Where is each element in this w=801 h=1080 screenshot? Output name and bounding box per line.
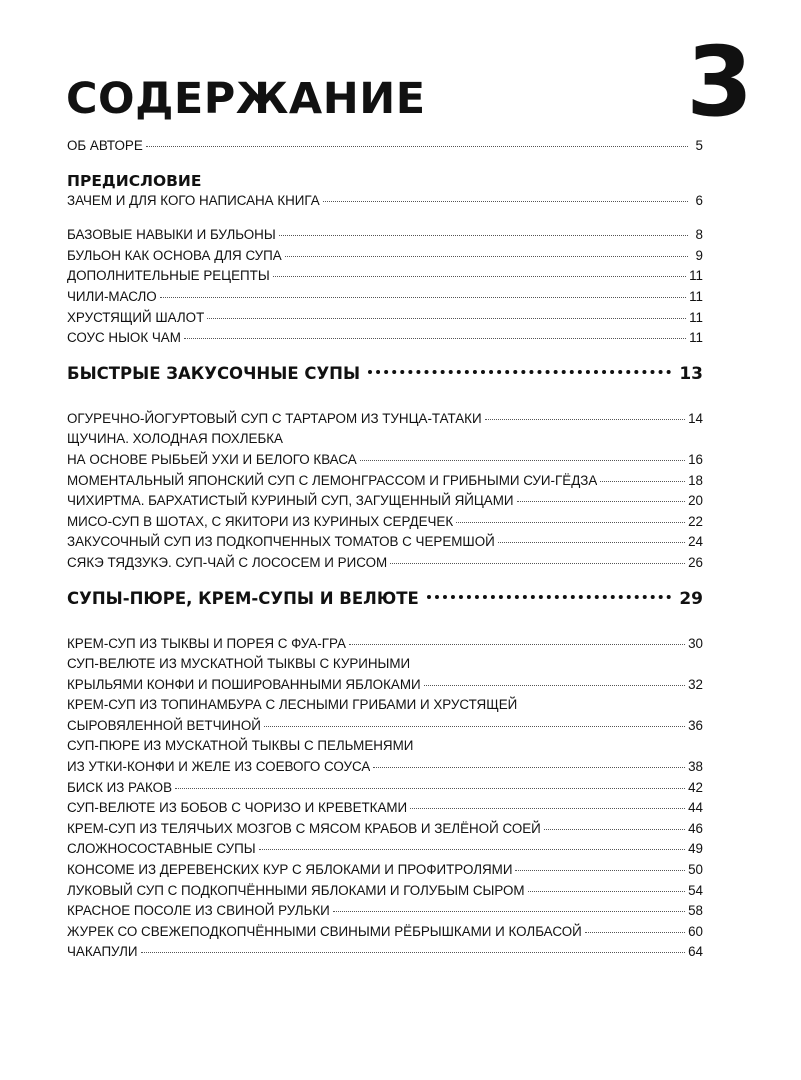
toc-entry-page: 50 — [688, 862, 703, 878]
table-of-contents — [67, 136, 703, 963]
toc-entry[interactable] — [67, 308, 703, 329]
toc-entry[interactable] — [67, 191, 703, 212]
toc-entry-first-line[interactable] — [67, 654, 703, 675]
toc-entry[interactable] — [67, 716, 703, 737]
toc-entry-title: СУП-ВЕЛЮТЕ ИЗ БОБОВ С ЧОРИЗО И КРЕВЕТКАМИ — [67, 800, 408, 816]
spacer — [67, 349, 703, 363]
toc-entry-page: 42 — [688, 779, 703, 795]
toc-entry-title: ЛУКОВЫЙ СУП С ПОДКОПЧЁННЫМИ ЯБЛОКАМИ И ГОЛУБЫМ СЫРОМ — [67, 882, 525, 898]
section-heading-title: СУПЫ-ПЮРЕ, КРЕМ-СУПЫ И ВЕЛЮТЕ — [67, 588, 419, 608]
dot-leader — [373, 767, 685, 768]
toc-entry-title: ЧАКАПУЛИ — [67, 944, 138, 960]
dot-leader — [498, 542, 685, 543]
dot-leader — [207, 318, 686, 319]
toc-entry-first-line[interactable] — [67, 695, 703, 716]
toc-entry-page: 11 — [689, 288, 703, 304]
toc-entry-title: СЛОЖНОСОСТАВНЫЕ СУПЫ — [67, 841, 256, 857]
toc-entry-title: БИСК ИЗ РАКОВ — [67, 779, 172, 795]
toc-entry[interactable] — [67, 450, 703, 471]
toc-group-basics — [67, 225, 703, 349]
toc-entry-page: 6 — [695, 192, 703, 208]
toc-entry[interactable] — [67, 634, 703, 655]
toc-entry[interactable] — [67, 942, 703, 963]
dot-leader — [160, 297, 686, 298]
dot-leader — [544, 829, 685, 830]
toc-entry-page: 64 — [688, 944, 703, 960]
toc-entry-page: 9 — [695, 247, 703, 263]
toc-entry-title: БАЗОВЫЕ НАВЫКИ И БУЛЬОНЫ — [67, 227, 276, 243]
toc-entry-title: НА ОСНОВЕ РЫБЬЕЙ УХИ И БЕЛОГО КВАСА — [67, 451, 357, 467]
dot-leader — [349, 644, 685, 645]
toc-entry-page: 46 — [688, 820, 703, 836]
toc-entry-about[interactable] — [67, 136, 703, 157]
toc-entry-page: 24 — [688, 534, 703, 550]
dot-leader — [259, 849, 686, 850]
toc-entry-page: 60 — [688, 923, 703, 939]
dot-leader — [141, 952, 686, 953]
toc-entry-title: ЧИХИРТМА. БАРХАТИСТЫЙ КУРИНЫЙ СУП, ЗАГУЩЕННЫЙ ЯЙЦАМИ — [67, 493, 514, 509]
toc-entry[interactable] — [67, 798, 703, 819]
dot-leader — [427, 595, 672, 599]
toc-entry[interactable] — [67, 757, 703, 778]
toc-entry-page: 38 — [688, 759, 703, 775]
toc-entry-page: 54 — [688, 882, 703, 898]
toc-entry[interactable] — [67, 553, 703, 574]
dot-leader — [360, 460, 685, 461]
dot-leader — [264, 726, 685, 727]
toc-entry[interactable] — [67, 409, 703, 430]
toc-entry[interactable] — [67, 819, 703, 840]
section-heading-quick-soups[interactable] — [67, 363, 703, 385]
toc-entry-page: 14 — [688, 410, 703, 426]
dot-leader — [323, 201, 688, 202]
toc-entry-title: СУП-ПЮРЕ ИЗ МУСКАТНОЙ ТЫКВЫ С ПЕЛЬМЕНЯМИ — [67, 738, 414, 754]
toc-entry-title: ОБ АВТОРЕ — [67, 138, 143, 153]
toc-entry[interactable] — [67, 881, 703, 902]
spacer — [67, 385, 703, 409]
toc-entry-page: 8 — [695, 227, 703, 243]
toc-entry-title: КРЕМ-СУП ИЗ ТЕЛЯЧЬИХ МОЗГОВ С МЯСОМ КРАБОВ И ЗЕЛЁНОЙ СОЕЙ — [67, 820, 541, 836]
toc-entry-title: ЗАЧЕМ И ДЛЯ КОГО НАПИСАНА КНИГА — [67, 192, 320, 208]
dot-leader — [146, 146, 688, 147]
toc-entry-title: ЗАКУСОЧНЫЙ СУП ИЗ ПОДКОПЧЕННЫХ ТОМАТОВ С ЧЕРЕМШОЙ — [67, 534, 495, 550]
toc-entry[interactable] — [67, 225, 703, 246]
section-heading-preface[interactable]: ПРЕДИСЛОВИЕ — [67, 171, 202, 190]
toc-entry-page: 11 — [689, 309, 703, 325]
toc-entry[interactable] — [67, 328, 703, 349]
toc-entry-title: ЩУЧИНА. ХОЛОДНАЯ ПОХЛЕБКА — [67, 431, 283, 447]
dot-leader — [368, 370, 671, 374]
toc-entry-title: ХРУСТЯЩИЙ ШАЛОТ — [67, 309, 205, 325]
dot-leader — [517, 501, 686, 502]
toc-entry-title: ИЗ УТКИ-КОНФИ И ЖЕЛЕ ИЗ СОЕВОГО СОУСА — [67, 759, 371, 775]
toc-entry-page: 49 — [688, 841, 703, 857]
toc-entry-title: СУП-ВЕЛЮТЕ ИЗ МУСКАТНОЙ ТЫКВЫ С КУРИНЫМИ — [67, 656, 411, 672]
toc-entry[interactable] — [67, 778, 703, 799]
toc-group-quick-soups — [67, 409, 703, 574]
toc-entry[interactable] — [67, 246, 703, 267]
toc-entry-page: 5 — [695, 138, 703, 153]
dot-leader — [279, 235, 688, 236]
dot-leader — [184, 338, 686, 339]
toc-entry[interactable] — [67, 532, 703, 553]
toc-entry-page: 16 — [688, 451, 703, 467]
toc-entry-title: ЖУРЕК СО СВЕЖЕПОДКОПЧЁННЫМИ СВИНЫМИ РЁБРЫШКАМИ И КОЛБАСОЙ — [67, 923, 582, 939]
toc-entry[interactable] — [67, 491, 703, 512]
spacer — [67, 610, 703, 634]
dot-leader — [515, 870, 685, 871]
toc-entry-page: 32 — [688, 676, 703, 692]
dot-leader — [600, 481, 685, 482]
toc-entry-page: 26 — [688, 554, 703, 570]
toc-entry[interactable] — [67, 675, 703, 696]
toc-entry-page: 44 — [688, 800, 703, 816]
toc-entry-page: 11 — [689, 268, 703, 284]
toc-entry-page: 36 — [688, 717, 703, 733]
dot-leader — [285, 256, 688, 257]
dot-leader — [585, 932, 685, 933]
toc-entry-title: КРЕМ-СУП ИЗ ТЫКВЫ И ПОРЕЯ С ФУА-ГРА — [67, 635, 346, 651]
toc-entry-page: 58 — [688, 903, 703, 919]
section-heading-title: БЫСТРЫЕ ЗАКУСОЧНЫЕ СУПЫ — [67, 363, 361, 383]
toc-entry[interactable] — [67, 839, 703, 860]
dot-leader — [410, 808, 685, 809]
toc-entry[interactable] — [67, 901, 703, 922]
toc-entry[interactable] — [67, 922, 703, 943]
toc-entry-page: 18 — [688, 472, 703, 488]
dot-leader — [390, 563, 685, 564]
toc-entry[interactable] — [67, 860, 703, 881]
spacer — [67, 574, 703, 588]
toc-entry-page: 22 — [688, 513, 703, 529]
toc-entry-title: КОНСОМЕ ИЗ ДЕРЕВЕНСКИХ КУР С ЯБЛОКАМИ И ПРОФИТРОЛЯМИ — [67, 862, 513, 878]
section-heading-page: 13 — [679, 363, 703, 384]
dot-leader — [424, 685, 685, 686]
page-number: 3 — [686, 26, 751, 138]
toc-entry-title: КРЕМ-СУП ИЗ ТОПИНАМБУРА С ЛЕСНЫМИ ГРИБАМИ И ХРУСТЯЩЕЙ — [67, 697, 518, 713]
toc-entry-title: КРАСНОЕ ПОСОЛЕ ИЗ СВИНОЙ РУЛЬКИ — [67, 903, 330, 919]
dot-leader — [273, 276, 686, 277]
toc-entry-title: ЧИЛИ-МАСЛО — [67, 288, 157, 304]
toc-entry-page: 20 — [688, 493, 703, 509]
page-title: СОДЕРЖАНИЕ — [66, 74, 426, 124]
toc-entry[interactable] — [67, 471, 703, 492]
toc-entry[interactable] — [67, 512, 703, 533]
dot-leader — [456, 522, 685, 523]
toc-entry-title: КРЫЛЬЯМИ КОНФИ И ПОШИРОВАННЫМИ ЯБЛОКАМИ — [67, 676, 421, 692]
dot-leader — [485, 419, 685, 420]
toc-entry-title: СЯКЭ ТЯДЗУКЭ. СУП-ЧАЙ С ЛОСОСЕМ И РИСОМ — [67, 554, 388, 570]
toc-entry-title: БУЛЬОН КАК ОСНОВА ДЛЯ СУПА — [67, 247, 282, 263]
section-heading-puree-soups[interactable] — [67, 588, 703, 610]
dot-leader — [333, 911, 685, 912]
toc-group-puree-soups — [67, 634, 703, 964]
spacer — [67, 211, 703, 225]
toc-entry-title: СОУС НЫОК ЧАМ — [67, 330, 181, 346]
toc-entry-title: СЫРОВЯЛЕННОЙ ВЕТЧИНОЙ — [67, 717, 261, 733]
toc-entry-page: 30 — [688, 635, 703, 651]
toc-entry-title: ОГУРЕЧНО-ЙОГУРТОВЫЙ СУП С ТАРТАРОМ ИЗ ТУНЦА-ТАТАКИ — [67, 410, 482, 426]
toc-entry-title: МОМЕНТАЛЬНЫЙ ЯПОНСКИЙ СУП С ЛЕМОНГРАССОМ И ГРИБНЫМИ СУИ-ГЁДЗА — [67, 472, 598, 488]
toc-entry-title: ДОПОЛНИТЕЛЬНЫЕ РЕЦЕПТЫ — [67, 268, 270, 284]
dot-leader — [175, 788, 685, 789]
toc-entry-page: 11 — [689, 330, 703, 346]
toc-entry[interactable] — [67, 287, 703, 308]
section-heading-page: 29 — [679, 588, 703, 609]
toc-entry-first-line[interactable] — [67, 736, 703, 757]
toc-entry-first-line[interactable] — [67, 429, 703, 450]
toc-entry-title: МИСО-СУП В ШОТАХ, С ЯКИТОРИ ИЗ КУРИНЫХ СЕРДЕЧЕК — [67, 513, 454, 529]
toc-entry[interactable] — [67, 266, 703, 287]
dot-leader — [528, 891, 686, 892]
